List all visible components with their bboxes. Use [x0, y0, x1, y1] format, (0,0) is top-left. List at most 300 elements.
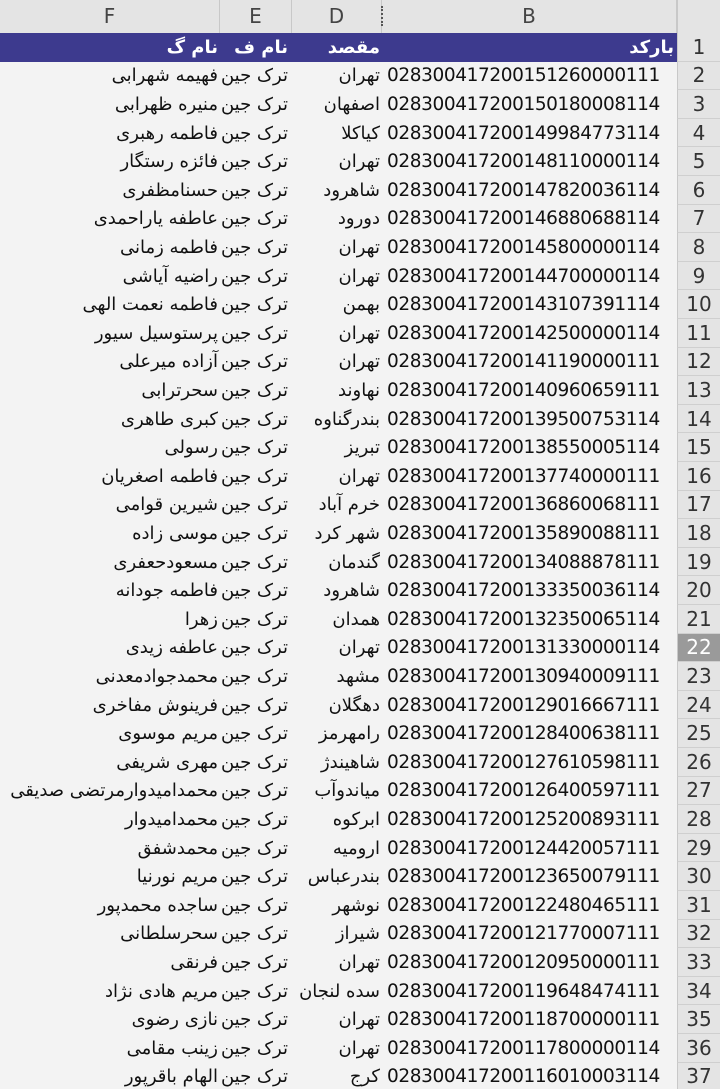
cell-destination[interactable]: شهر کرد [314, 522, 380, 544]
barcode-value: 02830041720014096065911 [387, 379, 649, 401]
cell-destination[interactable]: میاندوآب [314, 780, 380, 802]
barcode-suffix: 1 [648, 980, 660, 1002]
barcode-suffix: 1 [648, 465, 660, 487]
cell-destination[interactable]: شاهرود [323, 179, 380, 201]
cell-destination[interactable]: دورود [337, 208, 380, 230]
table-row [0, 290, 720, 319]
table-row [0, 119, 720, 148]
cell-last-name[interactable]: ترک جین [220, 294, 288, 316]
cell-last-name[interactable]: ترک جین [220, 866, 288, 888]
barcode-suffix: 4 [648, 1066, 660, 1088]
barcode-value: 02830041720015126000011 [387, 65, 649, 87]
cell-barcode[interactable] [382, 548, 676, 577]
table-row [0, 462, 720, 491]
cell-first-name[interactable]: فرینوش مفاخری [92, 694, 218, 716]
row-number[interactable]: 5 [677, 147, 720, 176]
cell-first-name[interactable]: ساجده محمدپور [97, 894, 218, 916]
cell-barcode[interactable] [382, 519, 676, 548]
table-row [0, 576, 720, 605]
cell-last-name[interactable]: ترک جین [220, 980, 288, 1002]
table-row [0, 777, 720, 806]
cell-last-name[interactable]: ترک جین [220, 351, 288, 373]
cell-first-name[interactable]: فاطمه رهبری [116, 122, 218, 144]
cell-first-name[interactable]: فاطمه نعمت الهی [82, 294, 218, 316]
barcode-value: 02830041720013408887811 [387, 551, 649, 573]
row-number[interactable]: 1 [677, 33, 720, 62]
cell-last-name[interactable]: ترک جین [220, 208, 288, 230]
barcode-value: 02830041720013589008811 [387, 522, 649, 544]
cell-first-name[interactable]: محمدامیدوارمرتضی صدیقی [10, 780, 218, 802]
barcode-suffix: 1 [648, 894, 660, 916]
barcode-suffix: 4 [648, 608, 660, 630]
cell-barcode[interactable] [382, 233, 676, 262]
cell-destination[interactable]: دهگلان [328, 694, 380, 716]
barcode-suffix: 4 [648, 1037, 660, 1059]
barcode-suffix: 1 [648, 351, 660, 373]
cell-barcode[interactable] [382, 290, 676, 319]
cell-first-name[interactable]: شیرین قوامی [115, 494, 218, 516]
cell-last-name[interactable]: ترک جین [220, 65, 288, 87]
cell-first-name[interactable]: محمدشفق [137, 837, 218, 859]
table-row [0, 147, 720, 176]
table-row [0, 920, 720, 949]
barcode-suffix: 1 [648, 808, 660, 830]
row-number[interactable]: 27 [677, 777, 720, 806]
cell-last-name[interactable]: ترک جین [220, 151, 288, 173]
barcode-value: 02830041720011964847411 [387, 980, 649, 1002]
table-row [0, 548, 720, 577]
cell-barcode[interactable] [382, 262, 676, 291]
cell-barcode[interactable] [382, 147, 676, 176]
barcode-value: 02830041720012177000711 [387, 923, 649, 945]
cell-destination[interactable]: همدان [332, 608, 380, 630]
cell-last-name[interactable]: ترک جین [220, 265, 288, 287]
row-number[interactable]: 26 [677, 748, 720, 777]
cell-last-name[interactable]: ترک جین [220, 437, 288, 459]
cell-destination[interactable]: تبریز [344, 437, 380, 459]
table-row [0, 205, 720, 234]
barcode-suffix: 4 [648, 122, 660, 144]
row-number[interactable]: 2 [677, 62, 720, 91]
barcode-value: 02830041720014310739111 [387, 294, 649, 316]
barcode-value: 02830041720011780000011 [387, 1037, 649, 1059]
cell-barcode[interactable] [382, 348, 676, 377]
barcode-suffix: 4 [648, 437, 660, 459]
cell-destination[interactable]: نهاوند [338, 379, 380, 401]
barcode-suffix: 1 [648, 694, 660, 716]
cell-first-name[interactable]: راضیه آیاشی [122, 265, 218, 287]
table-row [0, 176, 720, 205]
cell-destination[interactable]: مشهد [336, 665, 380, 687]
table-row [0, 90, 720, 119]
cell-first-name[interactable]: فاطمه اصغریان [101, 465, 218, 487]
cell-barcode[interactable] [382, 1063, 676, 1089]
barcode-value: 02830041720014998477311 [387, 122, 649, 144]
table-row [0, 62, 720, 91]
cell-barcode[interactable] [382, 920, 676, 949]
cell-destination[interactable]: گندمان [328, 551, 380, 573]
cell-last-name[interactable]: ترک جین [220, 494, 288, 516]
barcode-suffix: 1 [648, 780, 660, 802]
table-row [0, 519, 720, 548]
barcode-suffix: 1 [648, 551, 660, 573]
column-header-d[interactable]: D [292, 0, 382, 33]
cell-barcode[interactable] [382, 777, 676, 806]
cell-first-name[interactable]: مریم نورنیا [136, 866, 218, 888]
barcode-suffix: 4 [648, 637, 660, 659]
row-number[interactable]: 24 [677, 691, 720, 720]
cell-destination[interactable]: بندرگناوه [313, 408, 380, 430]
table-row [0, 1034, 720, 1063]
table-row [0, 319, 720, 348]
cell-barcode[interactable] [382, 376, 676, 405]
cell-barcode[interactable] [382, 748, 676, 777]
row-number[interactable]: 36 [677, 1034, 720, 1063]
table-row [0, 348, 720, 377]
barcode-value: 02830041720012761059811 [387, 751, 649, 773]
barcode-suffix: 1 [648, 65, 660, 87]
row-number[interactable]: 7 [677, 205, 720, 234]
barcode-suffix: 4 [648, 93, 660, 115]
cell-first-name[interactable]: نازی رضوی [131, 1009, 218, 1031]
cell-barcode[interactable] [382, 862, 676, 891]
row-number[interactable]: 18 [677, 519, 720, 548]
row-number[interactable]: 29 [677, 834, 720, 863]
cell-destination[interactable]: تهران [338, 1037, 380, 1059]
cell-barcode[interactable] [382, 90, 676, 119]
row-number[interactable]: 21 [677, 605, 720, 634]
cell-first-name[interactable]: الهام باقرپور [124, 1066, 218, 1088]
cell-destination[interactable]: کرج [349, 1066, 380, 1088]
barcode-value: 02830041720014688068811 [387, 208, 649, 230]
barcode-suffix: 4 [648, 151, 660, 173]
cell-first-name[interactable]: زینب مقامی [126, 1037, 218, 1059]
cell-last-name[interactable]: ترک جین [220, 122, 288, 144]
cell-destination[interactable]: تهران [338, 465, 380, 487]
barcode-suffix: 4 [648, 294, 660, 316]
cell-destination[interactable]: تهران [338, 1009, 380, 1031]
row-number[interactable]: 31 [677, 891, 720, 920]
row-number[interactable]: 4 [677, 119, 720, 148]
table-row [0, 891, 720, 920]
cell-first-name[interactable]: سحرترابی [141, 379, 218, 401]
barcode-value: 02830041720015018000811 [387, 93, 649, 115]
cell-first-name[interactable]: مسعودحعفری [113, 551, 218, 573]
cell-barcode[interactable] [382, 176, 676, 205]
cell-destination[interactable]: شاهرود [323, 580, 380, 602]
cell-first-name[interactable]: محمدامیدوار [124, 808, 218, 830]
barcode-suffix: 1 [648, 379, 660, 401]
barcode-value: 02830041720014250000011 [387, 322, 649, 344]
row-number[interactable]: 11 [677, 319, 720, 348]
cell-last-name[interactable]: ترک جین [220, 923, 288, 945]
cell-first-name[interactable]: سحرسلطانی [120, 923, 218, 945]
barcode-value: 02830041720014782003611 [387, 179, 649, 201]
cell-barcode[interactable] [382, 405, 676, 434]
cell-barcode[interactable] [382, 805, 676, 834]
cell-barcode[interactable] [382, 462, 676, 491]
cell-last-name[interactable]: ترک جین [220, 780, 288, 802]
cell-last-name[interactable]: ترک جین [220, 1037, 288, 1059]
barcode-suffix: 4 [648, 208, 660, 230]
select-all-corner[interactable] [677, 0, 720, 33]
cell-last-name[interactable]: ترک جین [220, 465, 288, 487]
barcode-suffix: 1 [648, 923, 660, 945]
cell-barcode[interactable] [382, 662, 676, 691]
cell-last-name[interactable]: ترک جین [220, 379, 288, 401]
cell-last-name[interactable]: ترک جین [220, 723, 288, 745]
cell-first-name[interactable]: عاطفه زیدی [125, 637, 218, 659]
cell-destination[interactable]: تهران [338, 236, 380, 258]
barcode-value: 02830041720011601000311 [387, 1066, 649, 1088]
row-number[interactable]: 20 [677, 576, 720, 605]
cell-last-name[interactable]: ترک جین [220, 665, 288, 687]
table-header-row [0, 33, 720, 62]
cell-barcode[interactable] [382, 1034, 676, 1063]
row-number[interactable]: 22 [677, 634, 720, 663]
cell-first-name[interactable]: فائزه رستگار [120, 151, 218, 173]
cell-destination[interactable]: ارومیه [332, 837, 380, 859]
row-number[interactable]: 34 [677, 977, 720, 1006]
cell-destination[interactable]: تهران [338, 151, 380, 173]
table-row [0, 1063, 720, 1089]
table-row [0, 862, 720, 891]
cell-first-name[interactable]: حسنامظفری [122, 179, 218, 201]
cell-destination[interactable]: تهران [338, 951, 380, 973]
barcode-value: 02830041720011870000011 [387, 1009, 649, 1031]
cell-barcode[interactable] [382, 634, 676, 663]
cell-barcode[interactable] [382, 433, 676, 462]
row-number[interactable]: 15 [677, 433, 720, 462]
barcode-suffix: 1 [648, 723, 660, 745]
cell-destination[interactable]: ابرکوه [332, 808, 380, 830]
table-row [0, 491, 720, 520]
column-header-e[interactable]: E [220, 0, 292, 33]
barcode-suffix: 4 [648, 179, 660, 201]
cell-first-name[interactable]: آزاده میرعلی [119, 351, 218, 373]
row-number[interactable]: 30 [677, 862, 720, 891]
header-cell-destination[interactable]: مقصد [327, 36, 380, 58]
cell-first-name[interactable]: فرنقی [170, 951, 218, 973]
barcode-suffix: 1 [648, 951, 660, 973]
barcode-value: 02830041720012365007911 [387, 866, 649, 888]
barcode-suffix: 4 [648, 322, 660, 344]
cell-last-name[interactable]: ترک جین [220, 637, 288, 659]
table-row [0, 948, 720, 977]
cell-last-name[interactable]: ترک جین [220, 1009, 288, 1031]
row-number[interactable]: 28 [677, 805, 720, 834]
table-row [0, 634, 720, 663]
header-cell-barcode[interactable]: بارکد [629, 36, 674, 58]
table-row [0, 376, 720, 405]
cell-first-name[interactable]: عاطفه یاراحمدی [93, 208, 218, 230]
cell-first-name[interactable]: کبری طاهری [120, 408, 218, 430]
table-row [0, 977, 720, 1006]
cell-barcode[interactable] [382, 719, 676, 748]
row-number[interactable]: 3 [677, 90, 720, 119]
cell-barcode[interactable] [382, 491, 676, 520]
barcode-value: 02830041720013094000911 [387, 665, 649, 687]
cell-barcode[interactable] [382, 834, 676, 863]
cell-first-name[interactable]: موسی زاده [132, 522, 218, 544]
cell-last-name[interactable]: ترک جین [220, 1066, 288, 1088]
cell-first-name[interactable]: رسولی [164, 437, 218, 459]
cell-destination[interactable]: تهران [338, 65, 380, 87]
cell-first-name[interactable]: منیره ظهرابی [114, 93, 218, 115]
cell-destination[interactable]: نوشهر [332, 894, 380, 916]
table-row [0, 719, 720, 748]
cell-destination[interactable]: تهران [338, 265, 380, 287]
cell-last-name[interactable]: ترک جین [220, 93, 288, 115]
cell-barcode[interactable] [382, 977, 676, 1006]
cell-first-name[interactable]: مریم هادی نژاد [104, 980, 218, 1002]
table-row [0, 433, 720, 462]
barcode-value: 02830041720012640059711 [387, 780, 649, 802]
table-row [0, 605, 720, 634]
cell-last-name[interactable]: ترک جین [220, 837, 288, 859]
barcode-suffix: 4 [648, 236, 660, 258]
table-row [0, 233, 720, 262]
column-header-f[interactable]: F [0, 0, 220, 33]
row-number[interactable]: 37 [677, 1063, 720, 1089]
row-number[interactable]: 19 [677, 548, 720, 577]
row-number[interactable]: 23 [677, 662, 720, 691]
cell-barcode[interactable] [382, 1005, 676, 1034]
cell-first-name[interactable]: فاطمه زمانی [119, 236, 218, 258]
cell-destination[interactable]: خرم آباد [318, 494, 380, 516]
cell-destination[interactable]: کیاکلا [341, 122, 380, 144]
barcode-suffix: 4 [648, 265, 660, 287]
table-row [0, 805, 720, 834]
barcode-suffix: 1 [648, 494, 660, 516]
table-row [0, 262, 720, 291]
barcode-suffix: 1 [648, 837, 660, 859]
barcode-value: 02830041720013774000011 [387, 465, 649, 487]
cell-first-name[interactable]: مریم موسوی [118, 723, 218, 745]
barcode-suffix: 1 [648, 665, 660, 687]
cell-destination[interactable]: شیراز [335, 923, 380, 945]
row-number[interactable]: 13 [677, 376, 720, 405]
row-number[interactable]: 16 [677, 462, 720, 491]
row-number[interactable]: 10 [677, 290, 720, 319]
cell-destination[interactable]: تهران [338, 322, 380, 344]
cell-last-name[interactable]: ترک جین [220, 951, 288, 973]
row-number[interactable]: 6 [677, 176, 720, 205]
header-cell-first-name[interactable]: نام گ [166, 36, 218, 58]
barcode-value: 02830041720012248046511 [387, 894, 649, 916]
barcode-value: 02830041720012095000011 [387, 951, 649, 973]
cell-barcode[interactable] [382, 62, 676, 91]
row-number[interactable]: 8 [677, 233, 720, 262]
cell-first-name[interactable]: مهری شریفی [116, 751, 218, 773]
cell-last-name[interactable]: ترک جین [220, 322, 288, 344]
row-number[interactable]: 32 [677, 920, 720, 949]
cell-first-name[interactable]: زهرا [184, 608, 218, 630]
cell-last-name[interactable]: ترک جین [220, 580, 288, 602]
cell-last-name[interactable]: ترک جین [220, 694, 288, 716]
cell-barcode[interactable] [382, 576, 676, 605]
barcode-value: 02830041720014811000011 [387, 151, 649, 173]
cell-destination[interactable]: سده لنجان [299, 980, 380, 1002]
cell-first-name[interactable]: محمدجوادمعدنی [95, 665, 218, 687]
cell-barcode[interactable] [382, 691, 676, 720]
table-row [0, 662, 720, 691]
barcode-value: 02830041720013686006811 [387, 494, 649, 516]
barcode-value: 02830041720013235006511 [387, 608, 649, 630]
cell-last-name[interactable]: ترک جین [220, 808, 288, 830]
cell-barcode[interactable] [382, 605, 676, 634]
cell-first-name[interactable]: پرستوسیل سیور [94, 322, 218, 344]
cell-destination[interactable]: تهران [338, 351, 380, 373]
row-number[interactable]: 33 [677, 948, 720, 977]
row-number[interactable]: 17 [677, 491, 720, 520]
table-row [0, 834, 720, 863]
barcode-suffix: 1 [648, 866, 660, 888]
barcode-value: 02830041720012520089311 [387, 808, 649, 830]
barcode-value: 02830041720012901666711 [387, 694, 649, 716]
row-number[interactable]: 9 [677, 262, 720, 291]
barcode-suffix: 4 [648, 408, 660, 430]
cell-destination[interactable]: بهمن [342, 294, 380, 316]
table-row [0, 691, 720, 720]
barcode-value: 02830041720012840063811 [387, 723, 649, 745]
barcode-value: 02830041720013335003611 [387, 580, 649, 602]
cell-last-name[interactable]: ترک جین [220, 522, 288, 544]
cell-first-name[interactable]: فاطمه جودانه [115, 580, 218, 602]
barcode-suffix: 1 [648, 522, 660, 544]
cell-barcode[interactable] [382, 205, 676, 234]
barcode-value: 02830041720013855000511 [387, 437, 649, 459]
barcode-suffix: 4 [648, 580, 660, 602]
table-row [0, 1005, 720, 1034]
barcode-value: 02830041720013950075311 [387, 408, 649, 430]
barcode-value: 02830041720012442005711 [387, 837, 649, 859]
cell-destination[interactable]: اصفهان [323, 93, 380, 115]
cell-barcode[interactable] [382, 948, 676, 977]
row-number[interactable]: 12 [677, 348, 720, 377]
cell-last-name[interactable]: ترک جین [220, 551, 288, 573]
column-header-bar [0, 0, 720, 34]
row-number[interactable]: 35 [677, 1005, 720, 1034]
cell-destination[interactable]: شاهیندژ [320, 751, 380, 773]
cell-last-name[interactable]: ترک جین [220, 236, 288, 258]
barcode-value: 02830041720013133000011 [387, 637, 649, 659]
barcode-suffix: 1 [648, 1009, 660, 1031]
barcode-suffix: 1 [648, 751, 660, 773]
cell-last-name[interactable]: ترک جین [220, 894, 288, 916]
table-row [0, 748, 720, 777]
row-number[interactable]: 14 [677, 405, 720, 434]
cell-last-name[interactable]: ترک جین [220, 608, 288, 630]
cell-barcode[interactable] [382, 119, 676, 148]
cell-destination[interactable]: رامهرمز [318, 723, 380, 745]
cell-destination[interactable]: تهران [338, 637, 380, 659]
header-cell-last-name[interactable]: نام ف [234, 36, 288, 58]
cell-last-name[interactable]: ترک جین [220, 751, 288, 773]
barcode-value: 02830041720014580000011 [387, 236, 649, 258]
cell-last-name[interactable]: ترک جین [220, 408, 288, 430]
barcode-value: 02830041720014470000011 [387, 265, 649, 287]
column-header-b[interactable]: B [382, 0, 677, 33]
row-number[interactable]: 25 [677, 719, 720, 748]
cell-first-name[interactable]: فهیمه شهرابی [111, 65, 218, 87]
barcode-value: 02830041720014119000011 [387, 351, 649, 373]
cell-last-name[interactable]: ترک جین [220, 179, 288, 201]
cell-barcode[interactable] [382, 319, 676, 348]
table-row [0, 405, 720, 434]
cell-barcode[interactable] [382, 891, 676, 920]
cell-destination[interactable]: بندرعباس [307, 866, 380, 888]
